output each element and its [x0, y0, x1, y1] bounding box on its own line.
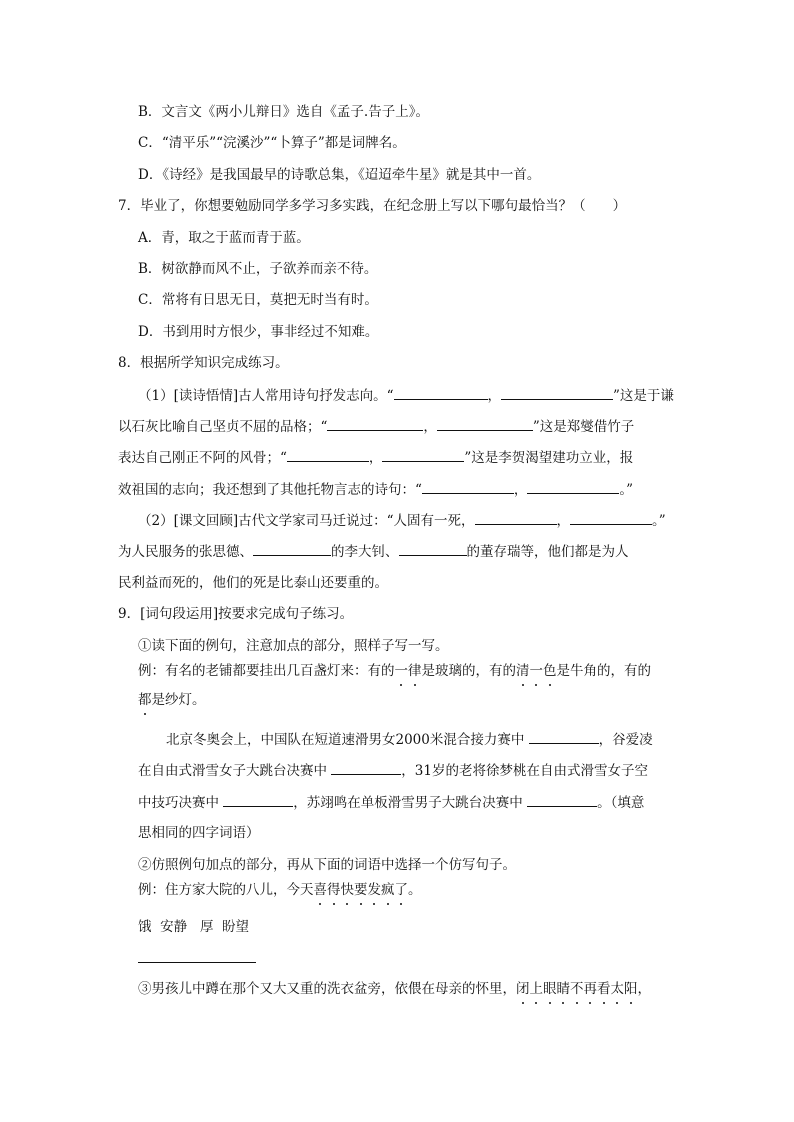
comma: ， [556, 513, 571, 529]
q8-part1-line3 [118, 447, 633, 468]
emphasized-char: 睛 [556, 981, 570, 997]
q9-sub2-title: ②仿照例句加点的部分，再从下面的词语中选择一个仿写句子。 [138, 857, 516, 873]
q8-part1-line4 [118, 479, 633, 500]
q8-part1-text: ”这是于谦 [613, 388, 674, 404]
q6-option-c: C．“清平乐”“浣溪沙”“卜算子”都是词牌名。 [138, 135, 406, 151]
emphasized-char: 喜 [313, 882, 327, 898]
comma: ， [513, 482, 528, 498]
emphasized-text [516, 981, 638, 997]
emphasized-char: 上 [529, 981, 543, 997]
emphasized-char: 太 [610, 981, 624, 997]
answer-blank[interactable] [570, 510, 652, 525]
q7-option-c: C．常将有日思无日，莫把无时当有时。 [138, 292, 378, 308]
emphasized-char: 疯 [381, 882, 395, 898]
q8-part1-text: 表达自己刚正不阿的风骨；“ [118, 450, 287, 466]
emphasized-char: 再 [583, 981, 597, 997]
emphasized-text: 都 [138, 692, 152, 708]
q8-part2-text: 的李大钊、 [331, 544, 399, 560]
sentence-text: ， [637, 981, 651, 997]
answer-blank[interactable] [253, 541, 331, 556]
q8-part2-text: （2）[课文回顾]古代文学家司马迁说过：“人固有一死， [138, 513, 475, 529]
answer-blank[interactable] [331, 760, 401, 775]
sentence-text: ③男孩儿中蹲在那个又大又重的洗衣盆旁，依偎在母亲的怀里， [138, 981, 516, 997]
q7-option-a: A．青，取之于蓝而青于蓝。 [138, 230, 310, 246]
emphasized-text [395, 663, 422, 679]
emphasized-char: 一 [394, 663, 408, 679]
q8-part2-line1 [138, 510, 666, 531]
q8-part1-text: ”这是郑燮借竹子 [532, 419, 635, 435]
example-text: 例：住方家大院的八儿，今天 [138, 882, 314, 898]
example-text: 是玻璃的，有的 [421, 663, 516, 679]
q9-sub1-example-line2 [138, 690, 206, 710]
answer-blank[interactable] [437, 416, 533, 431]
q7-option-d: D．书到用时方恨少，事非经过不知难。 [138, 324, 379, 340]
q8-part1-text: 以石灰比喻自己坚贞不屈的品格；“ [118, 419, 328, 435]
emphasized-char: 闭 [516, 981, 530, 997]
passage-text: ，31岁的老将徐梦桃在自由式滑雪女子空 [401, 763, 648, 779]
q9-sub1-passage-line2 [138, 760, 648, 781]
answer-blank[interactable] [422, 479, 514, 494]
q6-option-b: B．文言文《两小儿辩日》选自《孟子.告子上》。 [138, 104, 429, 120]
answer-blank[interactable] [529, 729, 599, 744]
emphasized-char: 清 [516, 663, 530, 679]
q9-sub1-title: ①读下面的例句，注意加点的部分，照样子写一写。 [138, 638, 449, 654]
emphasized-char: 快 [340, 882, 354, 898]
answer-blank[interactable] [527, 792, 597, 807]
passage-text: 。（填意 [597, 795, 645, 811]
q9-sub1-passage-line3 [138, 792, 644, 813]
comma: ， [368, 450, 383, 466]
q9-sub1-passage-line1 [166, 729, 653, 750]
emphasized-char: 不 [570, 981, 584, 997]
emphasized-char: 看 [597, 981, 611, 997]
emphasized-char: 色 [543, 663, 557, 679]
q9-sub3-line [138, 979, 651, 999]
emphasized-char: 阳 [624, 981, 638, 997]
emphasized-text [516, 663, 557, 679]
example-text: 是纱灯。 [151, 692, 206, 708]
example-text: 是牛角的，有的 [556, 663, 651, 679]
emphasized-char: 了 [394, 882, 408, 898]
emphasized-text [314, 882, 409, 898]
answer-blank[interactable] [527, 479, 619, 494]
emphasized-char: 得 [327, 882, 341, 898]
answer-blank[interactable] [382, 447, 464, 462]
emphasized-char: 一 [529, 663, 543, 679]
q8-part1-line2 [118, 416, 634, 437]
answer-blank[interactable] [501, 385, 613, 400]
q8-part1-text: 。” [619, 482, 634, 498]
emphasized-char: 要 [354, 882, 368, 898]
emphasized-char: 眼 [543, 981, 557, 997]
comma: ， [487, 388, 502, 404]
q8-part1-text: ”这是李贺渴望建功立业，报 [464, 450, 634, 466]
q6-option-d: D．《诗经》是我国最早的诗歌总集，《迢迢牵牛星》就是其中一首。 [138, 167, 541, 183]
q8-part2-line2 [118, 541, 629, 562]
answer-blank[interactable] [287, 447, 369, 462]
passage-text: 在自由式滑雪女子大跳台决赛中 [138, 763, 327, 779]
example-text: 。 [408, 882, 422, 898]
q8-part1-text: 效祖国的志向；我还想到了其他托物言志的诗句：“ [118, 482, 422, 498]
q8-part1-text: （1）[读诗悟情]古人常用诗句抒发志向。“ [138, 388, 394, 404]
q9-sub2-word-list: 饿 安静 厚 盼望 [138, 919, 250, 935]
emphasized-char: 律 [408, 663, 422, 679]
q8-part2-text: 为人民服务的张思德、 [118, 544, 253, 560]
q8-part2-text: 的董存瑞等，他们都是为人 [466, 544, 629, 560]
answer-line[interactable] [138, 962, 256, 963]
passage-text: ，谷爱凌 [598, 732, 653, 748]
passage-text: 北京冬奥会上，中国队在短道速滑男女2000米混合接力赛中 [166, 732, 525, 748]
answer-blank[interactable] [394, 385, 488, 400]
q7-option-b: B．树欲静而风不止，子欲养而亲不待。 [138, 261, 378, 277]
comma: ， [423, 419, 437, 435]
answer-blank[interactable] [223, 792, 293, 807]
q9-stem: 9．[词句段运用]按要求完成句子练习。 [118, 606, 354, 622]
passage-text: ，苏翊鸣在单板滑雪男子大跳台决赛中 [293, 795, 523, 811]
q8-part1-line1 [138, 385, 674, 406]
answer-blank[interactable] [399, 541, 467, 556]
answer-blank[interactable] [327, 416, 423, 431]
q8-part2-line3: 民利益而死的，他们的死是比泰山还要重的。 [118, 575, 388, 591]
q9-sub1-example-line1 [138, 661, 651, 681]
q9-sub2-example [138, 880, 422, 900]
passage-text: 中技巧决赛中 [138, 795, 219, 811]
q8-stem: 8．根据所学知识完成练习。 [118, 355, 289, 371]
emphasized-char: 发 [367, 882, 381, 898]
q8-part2-text: 。” [652, 513, 666, 529]
answer-blank[interactable] [475, 510, 557, 525]
q9-sub1-passage-line4: 思相同的四字词语） [138, 825, 260, 841]
example-text: 例：有名的老铺都要挂出几百盏灯来：有的 [138, 663, 395, 679]
q7-stem: 7．毕业了，你想要勉励同学多学习多实践，在纪念册上写以下哪句最恰当？（ ） [118, 198, 627, 214]
